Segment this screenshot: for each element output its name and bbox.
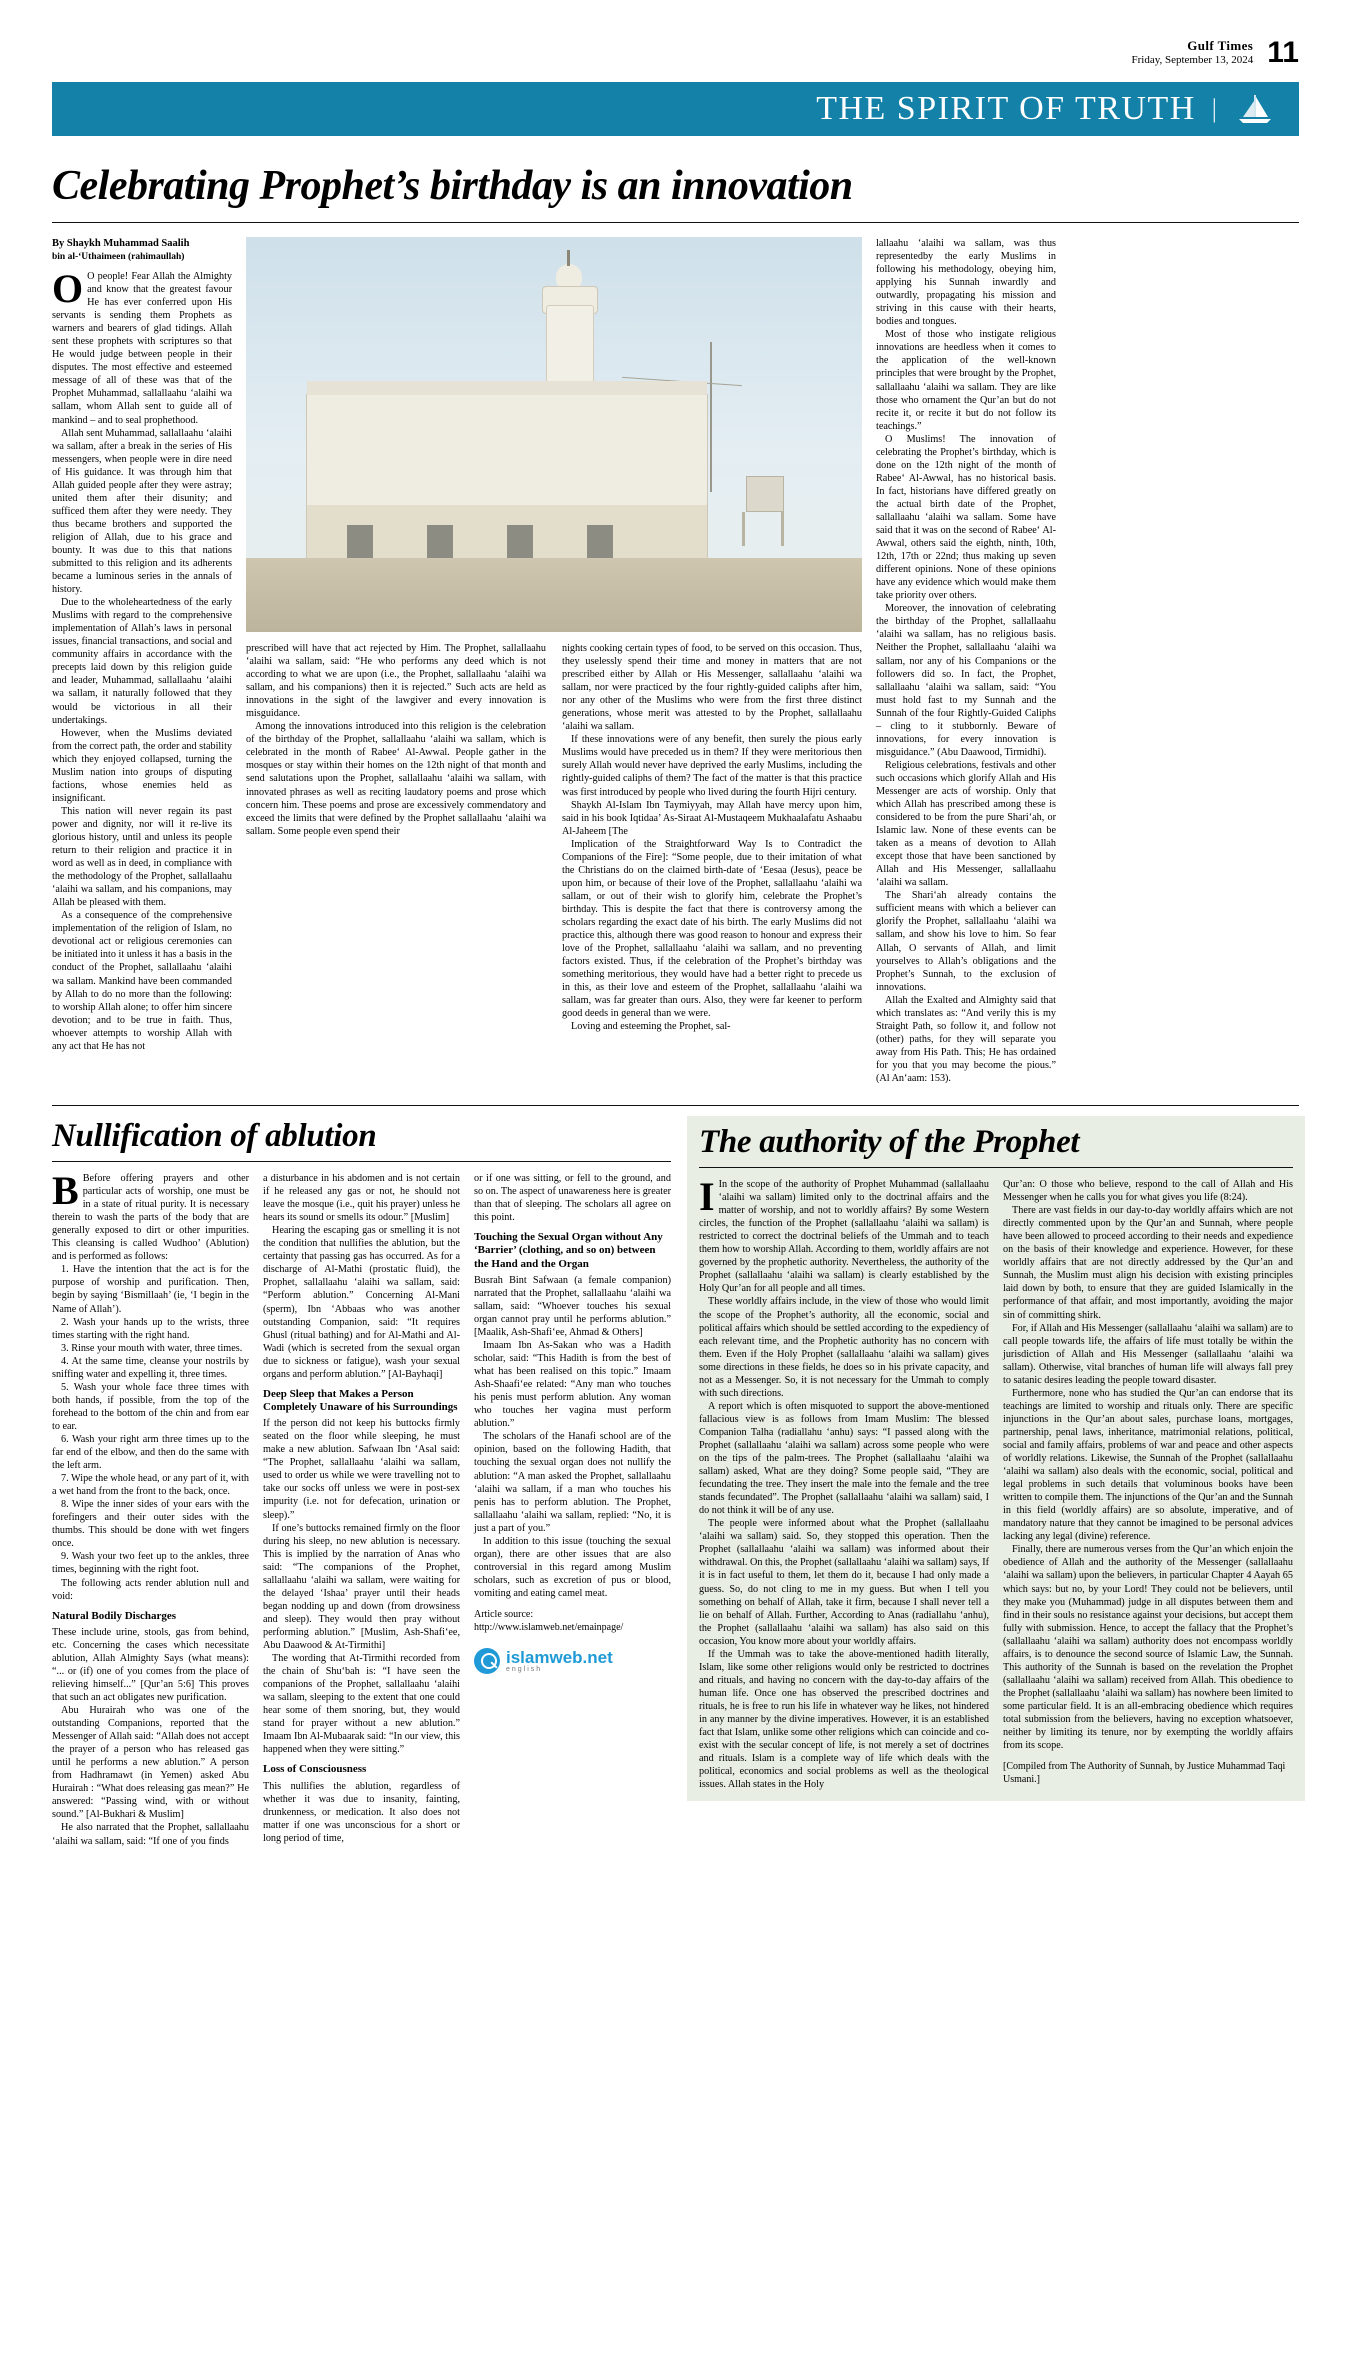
paragraph: 3. Rinse your mouth with water, three times. xyxy=(61,1342,243,1354)
ablution-column-3 xyxy=(474,1172,671,1848)
paragraph: Hearing the escaping gas or smelling it is not the condition that nullifies the ablution, but the certainty that passing gas has occurred. As for a discharge of Al-Mathi (prostatic fluid), the Prophet, sallallaahu ‘alaihi wa sallam, said: “Perform ablution.” Concerning Al-Mani (sperm), Ibn ‘Abbaas who was another outstanding Companion, said: “It requires Ghusl (ritual bathing) and for Al-Mathi and Al-Wadi (which is secreted from the sexual organ due to sickness or fatigue), wash your sexual organs and perform ablution.” [Al-Bayhaqi] xyxy=(263,1225,460,1380)
paragraph: He also narrated that the Prophet, sallallaahu ‘alaihi wa sallam, said: “If one of you finds xyxy=(52,1822,249,1847)
paragraph: prescribed will have that act rejected by Him. The Prophet, sallallaahu ‘alaihi wa sallam, said: “He who performs any deed which is not according to what we are upon (i.e., the Prophet, sallallaahu ‘alaihi wa sallam, and his companions) then it is rejected.” Such acts are held as innovations in the sight of the lawgiver and every innovation is misguidance. xyxy=(246,643,546,720)
islamweb-logo[interactable] xyxy=(474,1648,671,1674)
paragraph: Furthermore, none who has studied the Qur’an can endorse that its teachings are limited to worship and rituals only. There are specific injunctions in the Qur’an about sales, purchase loans, mortgages, partnership, penal laws, inheritance, matrimonial relations, political, social and family affairs, problems of war and peace and other aspects of worldly relations. Likewise, the Sunnah of the Prophet (sallallaahu ‘alaihi wa sallam) also deals with the economic, social, political and legal problems in such details that voluminous books have been written to compile them. The injunctions of the Qur’an and the Sunnah in this field (worldly affairs) are so absolute, imperative, and of mandatory nature that they cannot be imagined to be personal advices lacking any legal (divine) reference. xyxy=(1003,1387,1293,1543)
paragraph: nights cooking certain types of food, to be served on this occasion. Thus, they uselessly spend their time and money in matters that are not prescribed either by Allah or His Messenger, sallallaahu ‘alaihi wa sallam, nor were practiced by the four rightly-guided caliphs after him, nor any other of the Muslims who were from the first three distinct generations, whose merit was attested to by the Prophet, sallallaahu ‘alaihi wa sallam. xyxy=(562,643,862,733)
paragraph: a disturbance in his abdomen and is not certain if he released any gas or not, he should not leave the mosque (i.e., quit his prayer) unless he hears its sound or smells its odour.” [Muslim] xyxy=(263,1173,460,1224)
title-divider xyxy=(52,1161,671,1162)
subheading: Natural Bodily Discharges xyxy=(52,1609,177,1622)
drop-cap: O xyxy=(52,265,84,311)
paragraph: If the person did not keep his buttocks firmly seated on the floor while sleeping, he must make a new ablution. Safwaan Ibn ‘Asal said: “The Prophet, sallallaahu ‘alaihi wa sallam, used to order us while we were travelling not to take our socks off unless we were in post-sex impurity (i.e. not for defecation, urination or sleep).” xyxy=(263,1418,460,1521)
paragraph: Allah sent Muhammad, sallallaahu ‘alaihi wa sallam, after a break in the series of His messengers, when people were in dire need of His guidance. It was through him that Allah guided people after they were astray; united them after their disunity; and sufficed them after they were needy. They thus became brothers and supported the religion of Allah, due to his grace and bounty. It was due to this that nations submitted to this religion and its adherents became a luminous series in the annals of history. xyxy=(52,427,232,596)
subheading: Loss of Consciousness xyxy=(263,1763,367,1776)
paragraph: As a consequence of the comprehensive implementation of the religion of Islam, no devotional act or religious ceremonies can be initiated into it unless it has a basis in the conduct of the Prophet, sallallaahu ‘alaihi wa sallam. Mankind have been commanded by Allah to do no more than the following: to worship Allah alone; to offer him sincere devotion; and to be true in faith. Thus, whoever attempts to worship Allah with any act that He has not xyxy=(52,910,232,1052)
article-title: The authority of the Prophet xyxy=(699,1124,1080,1161)
paragraph: 1. Have the intention that the act is for the purpose of worship and purification. Then, begin by saying ‘Bismillaah’ (ie, ‘I begin in the Name of Allah’). xyxy=(52,1264,249,1315)
islamweb-logo-sub: english xyxy=(506,1665,543,1673)
paragraph: 8. Wipe the inner sides of your ears with the forefingers and their outer sides with the thumbs. This should be done with wet fingers once. xyxy=(52,1499,249,1550)
paragraph: 9. Wash your two feet up to the ankles, three times, beginning with the right foot. xyxy=(52,1551,249,1576)
paragraph: O Muslims! The innovation of celebrating the Prophet’s birthday, which is done on the 12th night of the month of Rabee‘ Al-Awwal, has no historical basis. In fact, historians have differed greatly on the actual birth date of the Prophet, sallallaahu ‘alaihi wa sallam. Some have said that it was on the second of Rabee‘ Al-Awwal, others said the eighth, ninth, 10th, 12th, 17th or 22nd; thus making up seven different opinions. None of these opinions have any evidence which would make them take priority over others. xyxy=(876,433,1056,602)
paragraph: A report which is often misquoted to support the above-mentioned fallacious view is as follows from Imam Muslim: The blessed Companion Talha (radiallahu ‘anhu) says: “I passed along with the Prophet (sallallaahu ‘alaihi wa sallam) across some people who were on the tips of the palm-trees. The Prophet (sallallaahu ‘alaihi wa sallam) asked, What are they doing? Some people said, “They are fecundating the tree. They insert the male into the female and the tree stands fecundated”. The Prophet (sallallaahu ‘alaihi wa sallam) said, I do not think it will be of any use. xyxy=(699,1400,989,1517)
section-banner xyxy=(52,82,1299,136)
article-column-1 xyxy=(52,237,232,1053)
paragraph: 5. Wash your whole face three times with both hands, if possible, from the top of the forehead to the bottom of the chin and from ear to ear. xyxy=(52,1381,249,1432)
paragraph: The wording that At-Tirmithi recorded from the chain of Shu‘bah is: “I have seen the companions of the Prophet, sallallaahu ‘alaihi wa sallam, sleeping to the extent that one could hear some of them snoring, but, they would stand for prayer without a new ablution.” Imaam Ibn Al-Mubaarak said: “In our view, this happened when they were sitting.” xyxy=(263,1653,460,1756)
banner-separator: | xyxy=(1211,94,1217,123)
byline xyxy=(52,237,232,263)
title-divider xyxy=(699,1167,1293,1168)
paragraph: lallaahu ‘alaihi wa sallam, was thus representedby the early Muslims in following his methodology, obeying him, applying his Sunnah inwardly and outwardly, propagating his mission and striving in this cause with their hearts, bodies and tongues. xyxy=(876,238,1056,328)
paragraph: The Shari‘ah already contains the sufficient means with which a believer can glorify the Prophet, sallallaahu ‘alaihi wa sallam, and show his love to him. So fear Allah, O servants of Allah, and limit yourselves to Allah’s obligations and the Prophet’s Sunnah, to the exclusion of innovations. xyxy=(876,890,1056,993)
section-divider xyxy=(52,1105,1299,1106)
source-link[interactable]: Article source: http://www.islamweb.net/emainpage/ xyxy=(474,1608,624,1633)
paragraph: The following acts render ablution null and void: xyxy=(52,1577,249,1602)
subheading: Touching the Sexual Organ without Any ‘Barrier’ (clothing, and so on) between the Hand and the Organ xyxy=(474,1231,663,1270)
masthead xyxy=(0,0,1351,74)
paragraph: The people were informed about what the Prophet (sallallaahu ‘alaihi wa sallam) said. So, they stopped this operation. Then the Prophet (sallallaahu ‘alaihi wa sallam) was informed about their withdrawal. On this, the Prophet (sallallaahu ‘alaihi wa sallam) says, If it is in fact useful to them, let them do it, because I had only made a guess. So, do not cling to me in my guess. But when I tell you something on behalf of Allah, take it firm, because I shall never tell a lie on behalf of Allah. Further, According to Anas (radiallahu ‘anhu), the Prophet (sallallaahu ‘alaihi wa sallam) has also said on this occasion, You know more about your worldly affairs. xyxy=(699,1518,989,1647)
byline-author: By Shaykh Muhammad Saalih xyxy=(52,238,190,249)
main-article xyxy=(52,237,1299,1085)
paragraph: For, if Allah and His Messenger (sallallaahu ‘alaihi wa sallam) are to call people towards life, the affairs of life must totally be within the jurisdiction of Allah and His Messenger (sallallaahu ‘alaihi wa sallam). Otherwise, vital branches of human life will always fall prey to satanic desires leading the people toward disaster. xyxy=(1003,1322,1293,1386)
headline-divider xyxy=(52,222,1299,223)
authority-column-1 xyxy=(699,1174,989,1791)
paragraph: 6. Wash your right arm three times up to the far end of the elbow, and then do the same with the left arm. xyxy=(52,1433,249,1472)
paragraph: Religious celebrations, festivals and other such occasions which glorify Allah and His Messenger are acts of worship. Only that which Allah has prescribed among these is considered to be from the pure Shari‘ah, or Islamic law. None of these events can be taken as a means of devotion to Allah except those that have been sanctioned by Allah and His Messenger, sallallaahu ‘alaihi wa sallam. xyxy=(876,759,1056,889)
paragraph: There are vast fields in our day-to-day worldly affairs which are not directly commented upon by the Qur’an and Sunnah, where people have been allowed to proceed according to their needs and expedience on the basis of their knowledge and experience. However, for these worldly affairs that are not directly addressed by the Qur’an and Sunnah, the Muslim must align his decision with existing principles laid down by both, to ensure that they are guided Islamically in the performance of that affair, and most importantly, avoiding the major sin of committing shirk. xyxy=(1003,1205,1293,1321)
paragraph: Loving and esteeming the Prophet, sal- xyxy=(571,1021,731,1033)
article-nullification-of-ablution xyxy=(52,1116,671,1848)
paragraph: 4. At the same time, cleanse your nostrils by sniffing water and expelling it, three times. xyxy=(52,1355,249,1380)
paragraph: If the Ummah was to take the above-mentioned hadith literally, Islam, like some other religions would only be restricted to doctrines and rituals, and having no concern with the day-to-day affairs of the human life. Once one has observed the prescribed doctrines and rituals, he is free to run his life in whatever way he likes, not hindered in any manner by the divine imperatives. However, it is an established fact that Islam, unlike some other religions which can coincide and co-exist with the secular concept of life, is not merely a set of doctrines and rituals. Islam is a complete way of life which deals with the political, economics and social problems as well as the theological issues. Allah states in the Holy xyxy=(699,1648,989,1791)
paragraph: This nation will never regain its past power and dignity, nor will it re-live its glorious history, until and unless its people return to their religion and practice it in word as well as in deed, in compliance with the methodology of the Prophet, sallallaahu ‘alaihi wa sallam, and his companions, may Allah be pleased with them. xyxy=(52,805,232,909)
paragraph: Moreover, the innovation of celebrating the birthday of the Prophet, sallallaahu ‘alaihi wa sallam, has no religious basis. Neither the Prophet, sallallaahu ‘alaihi wa sallam, nor any of his Companions or the followers did so. In fact, the Prophet, sallallaahu ‘alaihi wa sallam, said: “You must hold fast to my Sunnah and the Sunnah of the four Rightly-Guided Caliphs – cling to it stubbornly. Beware of innovations, for every innovation is misguidance.” (Abu Daawood, Tirmidhi). xyxy=(876,603,1056,758)
paragraph xyxy=(52,265,232,427)
paragraph-text: O people! Fear Allah the Almighty and know that the greatest favour He has ever conferred upon His servants is sending them Prophets as warners and bearers of glad tidings. Allah sent these prophets with scriptures so that He would judge between people in their disputes. The most effective and esteemed message of all of these was that of the Prophet Muhammad, sallallaahu ‘alaihi wa sallam, whom Allah sent to guide all of mankind – and to seal prophethood. xyxy=(52,270,232,426)
paragraph: Busrah Bint Safwaan (a female companion) narrated that the Prophet, sallallaahu ‘alaihi wa sallam, said: “Whoever touches his sexual organ cannot pray until he performs ablution.” [Maalik, Ash-Shafi‘ee, Ahmad & Others] xyxy=(474,1274,671,1338)
drop-cap: B xyxy=(52,1168,79,1214)
byline-author-sub: bin al-‘Uthaimeen (rahimaullah) xyxy=(52,251,185,262)
paragraph: Most of those who instigate religious innovations are heedless when it comes to the application of the well-known principles that were brought by the Prophet, sallallaahu ‘alaihi wa sallam. They are like those who ornament the Qur’an but do not recite it, or recite it but do not follow its teachings.” xyxy=(876,329,1056,432)
article-column-2 xyxy=(246,642,546,1033)
paragraph: or if one was sitting, or fell to the ground, and so on. The aspect of unawareness here is greater than that of sleeping. The scholars all agree on this point. xyxy=(474,1173,671,1224)
dhow-boat-icon xyxy=(1233,92,1277,126)
paragraph: 7. Wipe the whole head, or any part of it, with a wet hand from the front to the back, once. xyxy=(52,1473,249,1498)
paragraph xyxy=(699,1174,989,1295)
paragraph: These worldly affairs include, in the view of those who would limit the scope of the Prophet’s authority, all the economic, social and political affairs which should be settled according to the expediency of each relevant time, and the Prophetic authority has no concern with them. Even if the Holy Prophet (sallallaahu ‘alaihi wa sallam) gives some directions in these fields, he does so in his private capacity, and not as a Messenger. So, it is not necessary for the Ummah to comply with such directions. xyxy=(699,1296,989,1399)
islamweb-mark-icon xyxy=(474,1648,500,1674)
paragraph: The scholars of the Hanafi school are of the opinion, based on the following Hadith, that touching the sexual organ does not nullify the ablution: “A man asked the Prophet, sallallaahu ‘alaihi wa sallam, if a man who touches his penis has to perform ablution. The Prophet, sallallaahu ‘alaihi wa sallam, replied: “No, it is just a part of you.” xyxy=(474,1431,671,1534)
paragraph: If one’s buttocks remained firmly on the floor during his sleep, no new ablution is necessary. This is implied by the narration of Anas who said: “The companions of the Prophet, sallallaahu ‘alaihi wa sallam, were waiting for the delayed ‘Ishaa’ prayer until their heads began nodding up and down (from drowsiness and sleep). They would then pray without performing ablution.” [Muslim, Ash-Shafi‘ee, Abu Daawood & At-Tirmithi] xyxy=(263,1522,460,1651)
paragraph: Finally, there are numerous verses from the Qur’an which enjoin the obedience of Allah and the authority of the Messenger (sallallaahu ‘alaihi wa sallam) upon the believers, in particular Chapter 4 Aayah 65 which says: but no, by your Lord! They could not be believers, until they make you (Muhammad) judge in all disputes between them and find in their souls no resistance against your decisions, but accept them fully with submission. Hence, to accept the fallacy that the Prophet’s (sallallaahu ‘alaihi wa sallam) authority does not encompass worldly affairs, is to denounce the second source of Islamic Law, the Sunnah. This authority of the Sunnah is based on the revelation the Prophet (sallallaahu ‘alaihi wa sallam) received from Allah. This obedience to the Prophet (sallallaahu ‘alaihi wa sallam) has nowhere been limited to some particular field. It is an all-embracing obedience which requires total submission from the believers, having no exception whatsoever, neither by limiting its tenure, nor by exempting the worldly affairs from its scope. xyxy=(1003,1544,1293,1752)
paragraph: Among the innovations introduced into this religion is the celebration of the birthday of the Prophet, sallallaahu ‘alaihi wa sallam, which is celebrated in the month of Rabee‘ Al-Awwal. People gather in the mosques or stay within their homes on the 12th night of that month and send salutations upon the Prophet, sallallaahu ‘alaihi wa sallam, with innovated phrases as well as reciting laudatory poems and prose which concern him. These poems and prose are excessively commendatory and exceed the limits that were defined by the Prophet sallallaahu ‘alaihi wa sallam. Some people even spend their xyxy=(246,721,546,837)
drop-cap: I xyxy=(699,1174,715,1220)
ablution-column-2 xyxy=(263,1172,460,1848)
mosque-photograph xyxy=(246,237,862,632)
paragraph-text: In the scope of the authority of Prophet Muhammad (sallallaahu ‘alaihi wa sallam) limited only to the doctrinal affairs and the matter of worship, and not to worldly affairs? By some Western circles, the function of the Prophet (sallallaahu ‘alaihi wa sallam) is restricted to correct the doctrinal beliefs of the Ummah and to teach them how to worship Allah. According to them, worldly affairs are not governed by the prophetic authority. Nevertheless, the authority of the Prophet (sallallaahu ‘alaihi wa sallam) is clearly established by the Holy Qur’an for all people and all times. xyxy=(699,1179,989,1295)
islamweb-logo-text: islamweb.net xyxy=(506,1647,613,1667)
subheading: Deep Sleep that Makes a Person Completely Unaware of his Surroundings xyxy=(263,1387,458,1413)
paper-name: Gulf Times xyxy=(1187,38,1254,53)
paragraph: Allah the Exalted and Almighty said that which translates as: “And verily this is my Straight Path, so follow it, and follow not (other) paths, for they will separate you away from His Path. This; He has ordained for you that you may become the pious.” (Al An‘aam: 153). xyxy=(876,994,1056,1084)
authority-column-2 xyxy=(1003,1178,1293,1791)
paragraph: Qur’an: O those who believe, respond to the call of Allah and His Messenger when he calls you for what gives you life (8:24). xyxy=(1003,1179,1293,1204)
paragraph: In addition to this issue (touching the sexual organ), there are other issues that are also controversial in this regard among Muslim scholars, such as excretion of pus or blood, vomiting and eating camel meat. xyxy=(474,1535,671,1599)
paragraph: Implication of the Straightforward Way Is to Contradict the Companions of the Fire]: “Some people, due to their imitation of what the Christians do on the claimed birth-date of ‘Eesaa (Jesus), peace be upon him, or because of their love of the Prophet, sallallaahu ‘alaihi wa sallam, or out of their wish to glorify him, celebrate the Prophet’s birthday. This is despite the fact that there is controversy among the scholars regarding the exact date of his birth. The early Muslims did not practice this, although there was good reason to honour and express their love of the Prophet, sallallaahu ‘alaihi wa sallam, and no preventing factors existed. Thus, if the celebration of the Prophet’s birthday was something meritorious, they would have had a better right to precede us in this, as their love and esteem of the Prophet, sallallaahu ‘alaihi wa sallam, was far greater than ours. Also, they were far keener to perform good deeds in general than we were. xyxy=(562,838,862,1020)
article-column-3 xyxy=(562,642,862,1033)
paragraph: Due to the wholeheartedness of the early Muslims with regard to the comprehensive implementation of Allah’s laws in personal issues, financial transactions, and social and community affairs in accordance with the precepts laid down by this religion guide and leader, Muhammad, sallallaahu ‘alaihi wa sallam, it naturally followed that they would be victorious in all their undertakings. xyxy=(52,597,232,726)
section-banner-title: THE SPIRIT OF TRUTH xyxy=(816,90,1196,127)
page-title: Celebrating Prophet’s birthday is an innovation xyxy=(52,163,853,209)
paragraph-text: Before offering prayers and other particular acts of worship, one must be in a state of ritual purity. It is necessary therein to wash the parts of the body that are generally exposed to dirt or other impurities. This cleansing is called Wudhoo’ (Ablution) and is performed as follows: xyxy=(52,1173,249,1263)
paragraph: These include urine, stools, gas from behind, etc. Concerning the cases which necessitate ablution, Allah Almighty Says (what means): “... or (if) one of you comes from the place of relieving himself...” [Qur’an 5:6] This proves that such an act obligates new purification. xyxy=(52,1626,249,1704)
paragraph xyxy=(52,1168,249,1263)
article-authority-of-the-prophet xyxy=(687,1116,1305,1801)
article-credit: [Compiled from The Authority of Sunnah, by Justice Muhammad Taqi Usmani.] xyxy=(1003,1761,1286,1786)
article-title: Nullification of ablution xyxy=(52,1118,377,1155)
paragraph: Imaam Ibn As-Sakan who was a Hadith scholar, said: “This Hadith is from the best of what has been realised on this topic.” Imaam Ash-Shaafi‘ee related: “Any man who touches his penis must perform ablution. Any woman who touches her vagina must perform ablution.” xyxy=(474,1340,671,1430)
paragraph: However, when the Muslims deviated from the correct path, the order and stability which they enjoyed collapsed, turning the Muslim nation into groups of disputing factions, whose enemies held as insignificant. xyxy=(52,727,232,804)
article-center xyxy=(246,237,862,1033)
ablution-column-1 xyxy=(52,1168,249,1848)
paragraph: If these innovations were of any benefit, then surely the pious early Muslims would have preceded us in them? If they were meritorious then surely Allah would never have deprived the early Muslims, including the rightly-guided caliphs of them? The fact of the matter is that this practice was first introduced by people who lived during the fourth Hijri century. xyxy=(562,734,862,798)
paragraph: Abu Hurairah who was one of the outstanding Companions, reported that the Messenger of Allah said: “Allah does not accept the prayer of a person who has released gas until he performs a new ablution.” A person from Hadhramawt (in Yemen) asked Abu Hurairah : “What does releasing gas mean?” He answered: “Passing wind, with or without sound.” [Al-Bukhari & Muslim] xyxy=(52,1705,249,1821)
paragraph: 2. Wash your hands up to the wrists, three times starting with the right hand. xyxy=(52,1316,249,1341)
issue-date: Friday, September 13, 2024 xyxy=(1131,54,1254,67)
paragraph: This nullifies the ablution, regardless of whether it was due to insanity, fainting, drunkenness, or medication. It also does not matter if one was unconscious for a short or long period of time, xyxy=(263,1780,460,1844)
article-column-4 xyxy=(876,237,1056,1085)
page-number: 11 xyxy=(1267,36,1299,69)
paragraph: Shaykh Al-Islam Ibn Taymiyyah, may Allah have mercy upon him, said in his book Iqtidaa’ As-Siraat Al-Mustaqeem Mukhaalafatu Ashaabu Al-Jaheem [The xyxy=(562,799,862,837)
